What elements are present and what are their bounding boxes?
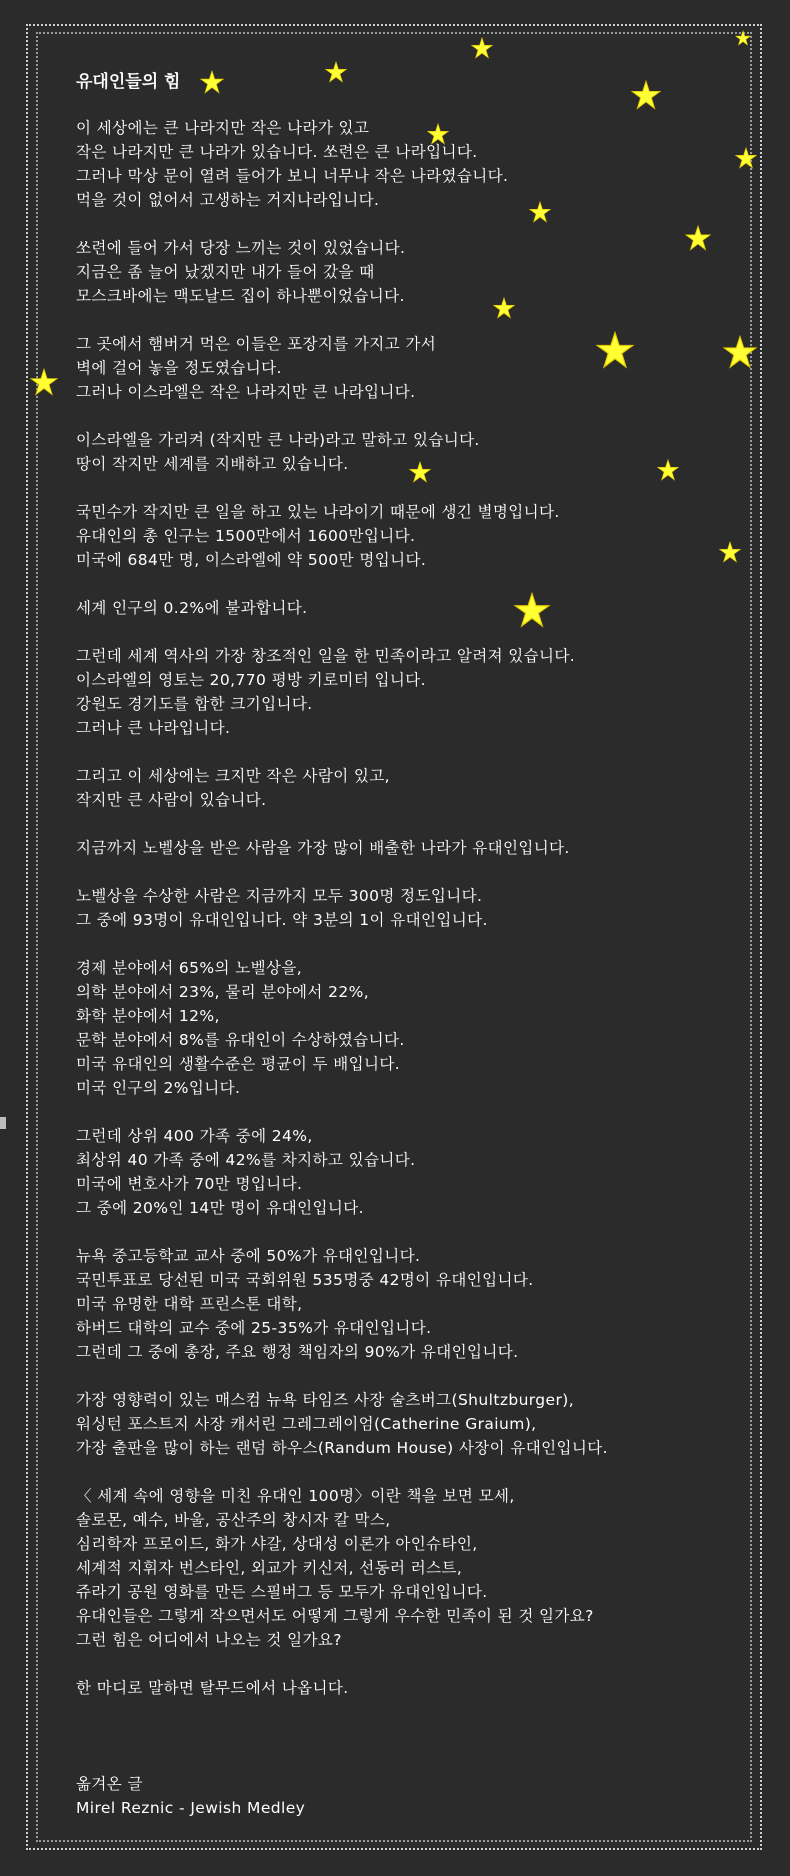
blank-line	[76, 212, 756, 236]
text-line: 솔로몬, 예수, 바울, 공산주의 창시자 칼 막스,	[76, 1511, 391, 1529]
text-line: 땅이 작지만 세계를 지배하고 있습니다.	[76, 455, 349, 473]
text-line: 미국에 684만 명, 이스라엘에 약 500만 명입니다.	[76, 551, 427, 569]
blank-line	[76, 812, 756, 836]
text-line: Mirel Reznic - Jewish Medley	[76, 1799, 306, 1817]
star-icon	[30, 368, 58, 396]
text-line: 가장 출판을 많이 하는 랜덤 하우스(Randum House) 사장이 유대인입니다.	[76, 1439, 608, 1457]
text-line: 뉴욕 중고등학교 교사 중에 50%가 유대인입니다.	[76, 1247, 421, 1265]
blank-line	[76, 1724, 756, 1748]
star-icon	[200, 70, 224, 94]
star-icon	[325, 61, 347, 83]
text-line: 미국 유대인의 생활수준은 평균이 두 배입니다.	[76, 1055, 401, 1073]
text-line: 그 중에 93명이 유대인입니다. 약 3분의 1이 유대인입니다.	[76, 911, 488, 929]
text-line: 쏘련에 들어 가서 당장 느끼는 것이 있었습니다.	[76, 239, 406, 257]
blank-line	[76, 1748, 756, 1772]
blank-line	[76, 1460, 756, 1484]
text-line: 벽에 걸어 놓을 정도였습니다.	[76, 359, 282, 377]
text-line: 화학 분야에서 12%,	[76, 1007, 220, 1025]
star-icon	[735, 147, 757, 169]
star-icon	[427, 123, 449, 145]
text-line: 지금까지 노벨상을 받은 사람을 가장 많이 배출한 나라가 유대인입니다.	[76, 839, 570, 857]
star-icon	[409, 461, 431, 483]
star-icon	[471, 37, 493, 59]
text-line: 그러나 막상 문이 열려 들어가 보니 너무나 작은 나라였습니다.	[76, 167, 509, 185]
text-line: 그런데 상위 400 가족 중에 24%,	[76, 1127, 313, 1145]
text-line: 유대인들은 그렇게 작으면서도 어떻게 그렇게 우수한 민족이 된 것 일가요?	[76, 1607, 594, 1625]
star-icon	[723, 335, 757, 369]
blank-line	[76, 572, 756, 596]
star-icon	[514, 592, 550, 628]
text-line: 미국에 변호사가 70만 명입니다.	[76, 1175, 303, 1193]
blank-line	[76, 1652, 756, 1676]
text-line: 최상위 40 가족 중에 42%를 차지하고 있습니다.	[76, 1151, 416, 1169]
text-line: 워싱턴 포스트지 사장 캐서린 그레그레이엄(Catherine Graium),	[76, 1415, 537, 1433]
text-line: 옮겨온 글	[76, 1775, 143, 1793]
star-icon	[529, 201, 551, 223]
text-line: 세계적 지휘자 번스타인, 외교가 키신저, 선동러 러스트,	[76, 1559, 463, 1577]
blank-line	[76, 1364, 756, 1388]
text-line: 그 곳에서 햄버거 먹은 이들은 포장지를 가지고 가서	[76, 335, 437, 353]
text-line: 국민투표로 당선된 미국 국회위원 535명중 42명이 유대인입니다.	[76, 1271, 534, 1289]
text-line: 가장 영향력이 있는 매스컴 뉴욕 타임즈 사장 술츠버그(Shultzburger),	[76, 1391, 575, 1409]
blank-line	[76, 1220, 756, 1244]
text-line: 그러나 이스라엘은 작은 나라지만 큰 나라입니다.	[76, 383, 416, 401]
text-line: 하버드 대학의 교수 중에 25-35%가 유대인입니다.	[76, 1319, 432, 1337]
text-line: 그 중에 20%인 14만 명이 유대인입니다.	[76, 1199, 364, 1217]
blank-line	[76, 740, 756, 764]
article-body	[76, 70, 756, 1820]
text-line: 이스라엘을 가리켜 (작지만 큰 나라)라고 말하고 있습니다.	[76, 431, 480, 449]
article-title: 유대인들의 힘	[76, 72, 181, 92]
text-line: 그런데 그 중에 총장, 주요 행정 책임자의 90%가 유대인입니다.	[76, 1343, 519, 1361]
scroll-marker	[0, 1117, 6, 1129]
star-icon	[596, 331, 634, 369]
text-line: 〈 세계 속에 영향을 미친 유대인 100명〉이란 책을 보면 모세,	[76, 1487, 515, 1505]
text-line: 이 세상에는 큰 나라지만 작은 나라가 있고	[76, 119, 370, 137]
text-line: 유대인의 총 인구는 1500만에서 1600만입니다.	[76, 527, 416, 545]
text-line: 세계 인구의 0.2%에 불과합니다.	[76, 599, 308, 617]
text-line: 노벨상을 수상한 사람은 지금까지 모두 300명 정도입니다.	[76, 887, 483, 905]
text-line: 그리고 이 세상에는 크지만 작은 사람이 있고,	[76, 767, 391, 785]
text-line: 미국 인구의 2%입니다.	[76, 1079, 241, 1097]
blank-line	[76, 404, 756, 428]
star-icon	[657, 459, 679, 481]
text-line: 그런 힘은 어디에서 나오는 것 일가요?	[76, 1631, 342, 1649]
text-line: 지금은 좀 늘어 났겠지만 내가 들어 갔을 때	[76, 263, 375, 281]
blank-line	[76, 932, 756, 956]
blank-line	[76, 1700, 756, 1724]
blank-line	[76, 860, 756, 884]
text-line: 경제 분야에서 65%의 노벨상을,	[76, 959, 303, 977]
text-line: 작은 나라지만 큰 나라가 있습니다. 쏘련은 큰 나라입니다.	[76, 143, 478, 161]
text-line: 강원도 경기도를 합한 크기입니다.	[76, 695, 313, 713]
blank-line	[76, 308, 756, 332]
text-line: 한 마디로 말하면 탈무드에서 나옵니다.	[76, 1679, 349, 1697]
text-line: 의학 분야에서 23%, 물리 분야에서 22%,	[76, 983, 370, 1001]
star-icon	[685, 225, 711, 251]
text-line: 국민수가 작지만 큰 일을 하고 있는 나라이기 때문에 생긴 별명입니다.	[76, 503, 560, 521]
text-line: 심리학자 프로이드, 화가 샤갈, 상대성 이론가 아인슈타인,	[76, 1535, 478, 1553]
text-line: 문학 분야에서 8%를 유대인이 수상하였습니다.	[76, 1031, 405, 1049]
text-line: 작지만 큰 사람이 있습니다.	[76, 791, 267, 809]
text-line: 그러나 큰 나라입니다.	[76, 719, 231, 737]
star-icon	[735, 30, 751, 46]
text-line: 이스라엘의 영토는 20,770 평방 키로미터 입니다.	[76, 671, 426, 689]
blank-line	[76, 1100, 756, 1124]
star-icon	[493, 297, 515, 319]
text-line: 미국 유명한 대학 프린스톤 대학,	[76, 1295, 303, 1313]
star-icon	[719, 541, 741, 563]
star-icon	[631, 80, 661, 110]
text-line: 먹을 것이 없어서 고생하는 거지나라입니다.	[76, 191, 380, 209]
text-line: 쥬라기 공원 영화를 만든 스필버그 등 모두가 유대인입니다.	[76, 1583, 488, 1601]
blank-line	[76, 620, 756, 644]
text-line: 모스크바에는 맥도날드 집이 하나뿐이었습니다.	[76, 287, 405, 305]
text-line: 그런데 세계 역사의 가장 창조적인 일을 한 민족이라고 알려져 있습니다.	[76, 647, 576, 665]
article-lines	[76, 116, 756, 1820]
